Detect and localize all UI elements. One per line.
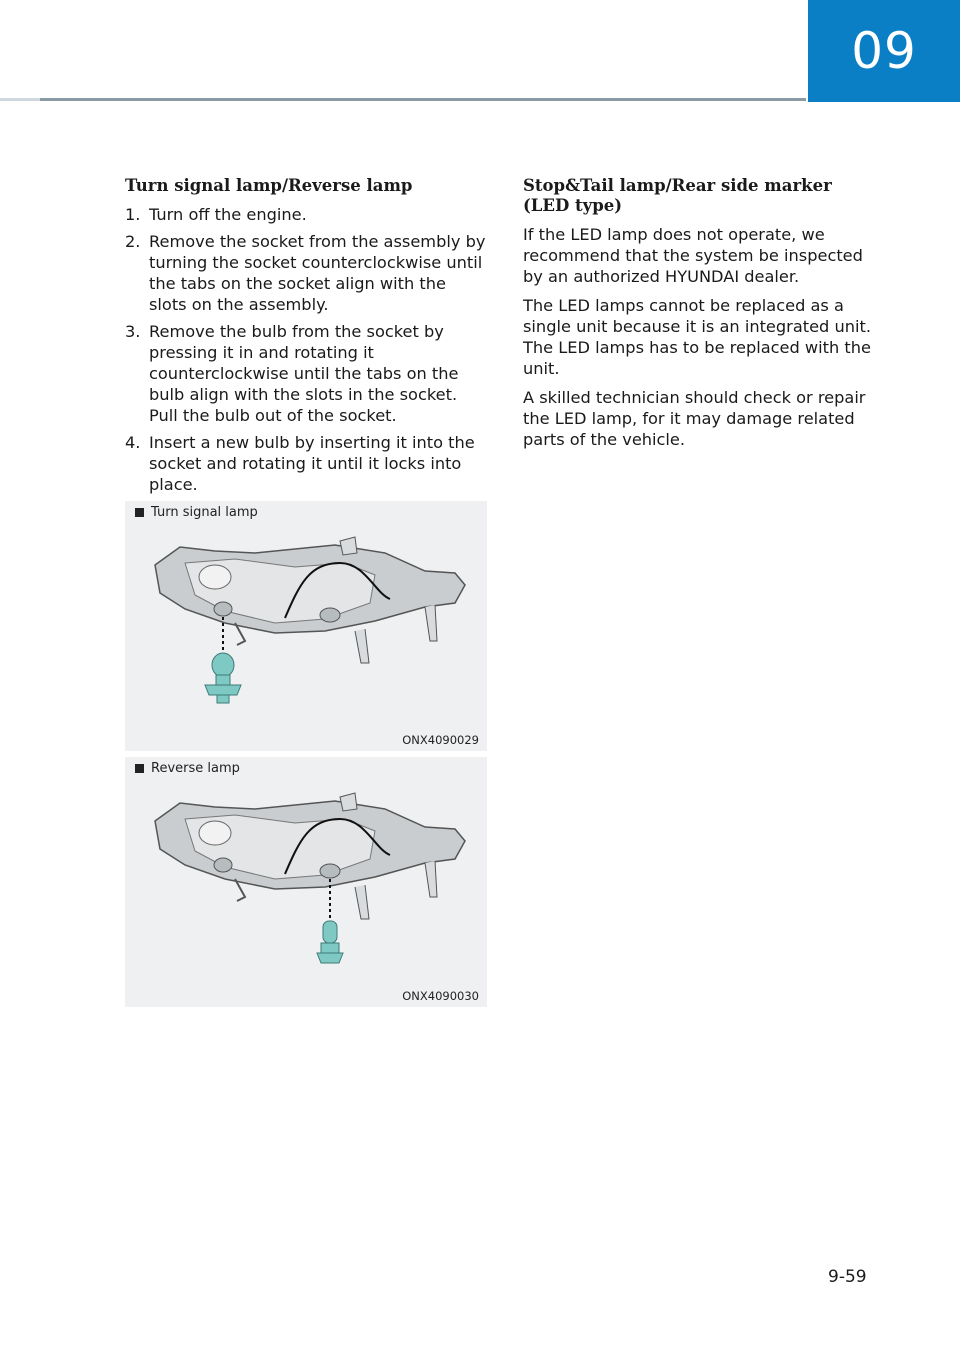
step-text: Remove the socket from the assembly by turning the socket counterclockwise until the tabs on the socket align with the slots on the assembly. (149, 232, 486, 314)
lamp-housing (155, 793, 465, 919)
step-number: 2. (125, 232, 141, 251)
figure-code: ONX4090030 (402, 989, 479, 1003)
figure-caption-text: Reverse lamp (151, 761, 240, 776)
step-item (125, 321, 487, 426)
paragraph: The LED lamps cannot be replaced as a single unit because it is an integrated unit. The LED lamps has to be replaced with the unit. (523, 296, 871, 378)
caption-square-icon (135, 764, 144, 773)
lamp-housing (155, 537, 465, 663)
step-text: Insert a new bulb by inserting it into the socket and rotating it until it locks into place. (149, 433, 475, 494)
header-rule-accent (0, 98, 40, 101)
paragraph: A skilled technician should check or repair the LED lamp, for it may damage related parts of the vehicle. (523, 388, 866, 449)
bulb-icon (317, 921, 343, 963)
steps-list (125, 204, 487, 495)
right-column (523, 172, 873, 458)
left-column (125, 172, 487, 1007)
step-item (125, 204, 487, 225)
figure-caption (135, 761, 240, 776)
paragraph: If the LED lamp does not operate, we recommend that the system be inspected by an authorized HYUNDAI dealer. (523, 225, 863, 286)
caption-square-icon (135, 508, 144, 517)
step-number: 3. (125, 322, 141, 341)
step-text: Remove the bulb from the socket by pressing it in and rotating it counterclockwise until the tabs on the bulb align with the slots in the socket. Pull the bulb out of the socket. (149, 322, 459, 425)
section-heading-turn-signal: Turn signal lamp/Reverse lamp (125, 176, 413, 195)
page-number: 9-59 (828, 1267, 867, 1287)
figure-caption (135, 505, 258, 520)
bulb-icon (205, 653, 241, 703)
chapter-number: 09 (851, 22, 917, 80)
chapter-tab (808, 0, 960, 102)
step-number: 1. (125, 205, 141, 224)
lamp-illustration-reverse (125, 779, 487, 989)
step-item (125, 231, 487, 315)
step-item (125, 432, 487, 495)
step-text: Turn off the engine. (149, 205, 307, 224)
lamp-illustration-turn-signal (125, 523, 487, 733)
figure-turn-signal-lamp (125, 501, 487, 751)
figure-code: ONX4090029 (402, 733, 479, 747)
figure-reverse-lamp (125, 757, 487, 1007)
header-rule (0, 98, 806, 101)
section-heading-led-lamp: Stop&Tail lamp/Rear side marker (LED type) (523, 176, 832, 215)
figure-caption-text: Turn signal lamp (151, 505, 258, 520)
step-number: 4. (125, 433, 141, 452)
